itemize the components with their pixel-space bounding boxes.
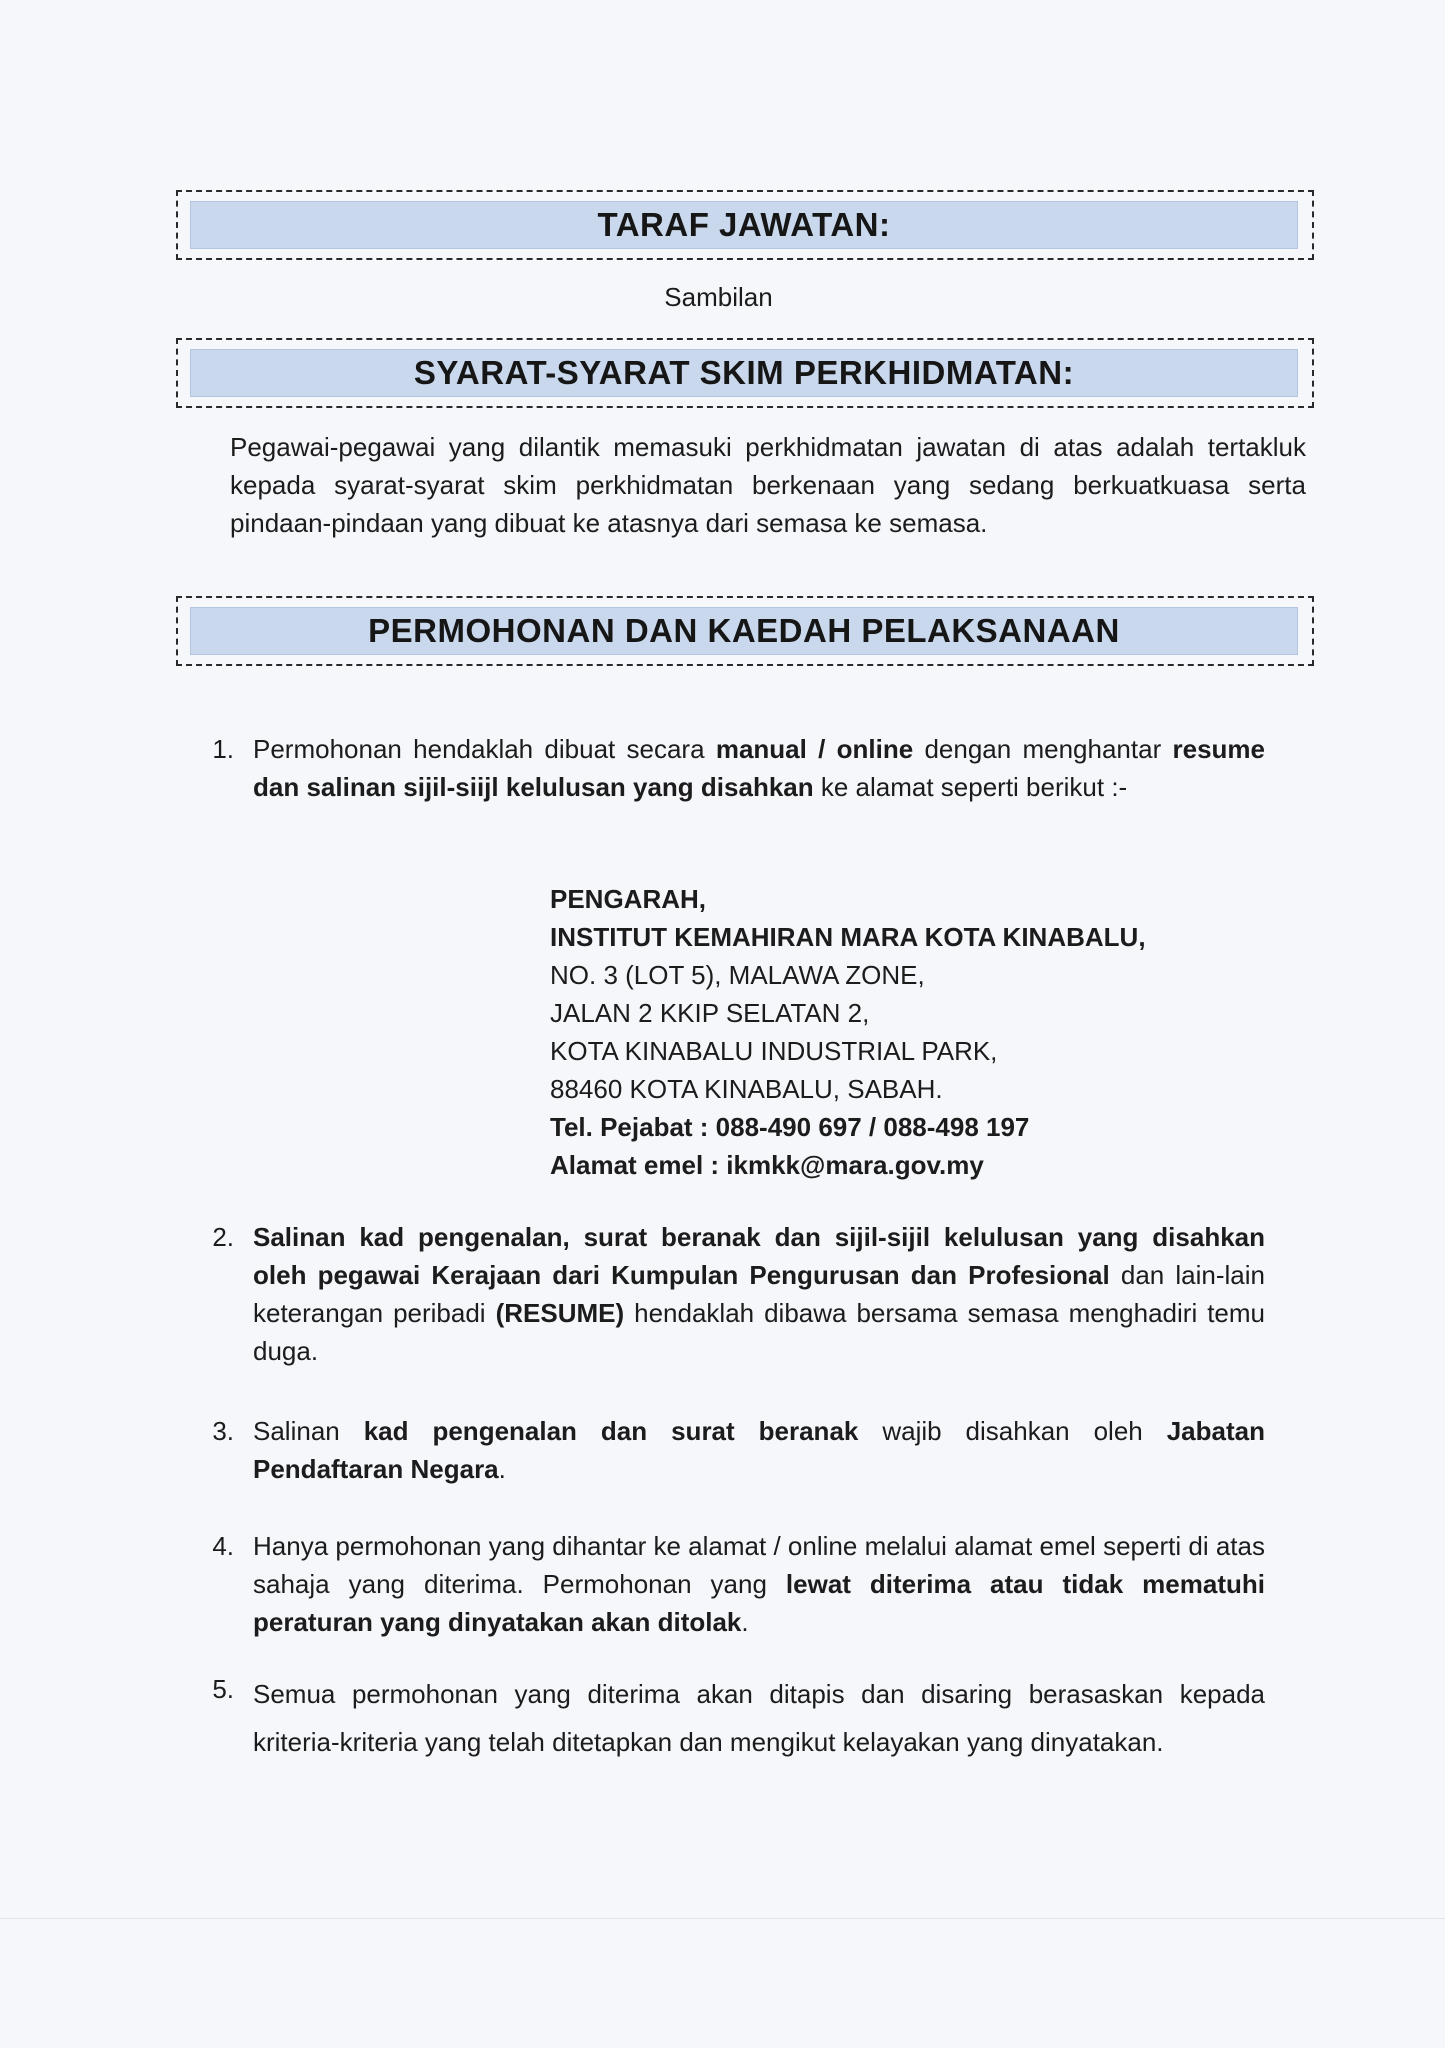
item-5-text: Semua permohonan yang diterima akan ditapis dan disaring berasaskan kepada kriteria-kriteria yang telah ditetapkan dan mengikut kelayakan yang dinyatakan.: [253, 1679, 1265, 1757]
address-line-4: JALAN 2 KKIP SELATAN 2,: [550, 998, 870, 1028]
taraf-jawatan-value: Sambilan: [664, 282, 773, 312]
taraf-jawatan-heading: TARAF JAWATAN:: [190, 201, 1298, 249]
address-line-1: PENGARAH,: [550, 884, 707, 914]
page-footer-line: [0, 1918, 1445, 1919]
item-4-text: Hanya permohonan yang dihantar ke alamat / online melalui alamat emel seperti di atas sahaja yang diterima. Permohonan yang lewat diterima atau tidak mematuhi peraturan yang dinyatakan akan ditolak.: [253, 1531, 1265, 1637]
address-email: Alamat emel : ikmkk@mara.gov.my: [550, 1150, 984, 1180]
address-line-6: 88460 KOTA KINABALU, SABAH.: [550, 1074, 943, 1104]
permohonan-heading: PERMOHONAN DAN KAEDAH PELAKSANAAN: [190, 607, 1298, 655]
address-block: [550, 880, 1146, 1184]
item-2-number: 2.: [212, 1222, 234, 1252]
item-4-number: 4.: [212, 1531, 234, 1561]
item-2-text: Salinan kad pengenalan, surat beranak dan sijil-sijil kelulusan yang disahkan oleh pegawai Kerajaan dari Kumpulan Pengurusan dan Profesional dan lain-lain keterangan peribadi (RESUME) hendaklah dibawa bersama semasa menghadiri temu duga.: [253, 1222, 1266, 1366]
syarat-skim-paragraph: Pegawai-pegawai yang dilantik memasuki perkhidmatan jawatan di atas adalah tertakluk kepada syarat-syarat skim perkhidmatan berkenaan yang sedang berkuatkuasa serta pindaan-pindaan yang dibuat ke atasnya dari semasa ke semasa.: [230, 432, 1306, 538]
permohonan-heading-frame: [176, 596, 1314, 666]
taraf-jawatan-heading-frame: [176, 190, 1314, 260]
item-5-number: 5.: [212, 1674, 234, 1704]
syarat-skim-heading-frame: [176, 338, 1314, 408]
address-phone: Tel. Pejabat : 088-490 697 / 088-498 197: [550, 1112, 1030, 1142]
address-line-2: INSTITUT KEMAHIRAN MARA KOTA KINABALU,: [550, 922, 1146, 952]
syarat-skim-heading: SYARAT-SYARAT SKIM PERKHIDMATAN:: [190, 349, 1298, 397]
item-1-number: 1.: [212, 734, 234, 764]
address-line-5: KOTA KINABALU INDUSTRIAL PARK,: [550, 1036, 998, 1066]
item-1-text: Permohonan hendaklah dibuat secara manual / online dengan menghantar resume dan salinan sijil-siijl kelulusan yang disahkan ke alamat seperti berikut :-: [253, 734, 1265, 802]
item-3-number: 3.: [212, 1416, 234, 1446]
address-line-3: NO. 3 (LOT 5), MALAWA ZONE,: [550, 960, 925, 990]
item-3-text: Salinan kad pengenalan dan surat beranak wajib disahkan oleh Jabatan Pendaftaran Negara.: [253, 1416, 1265, 1484]
